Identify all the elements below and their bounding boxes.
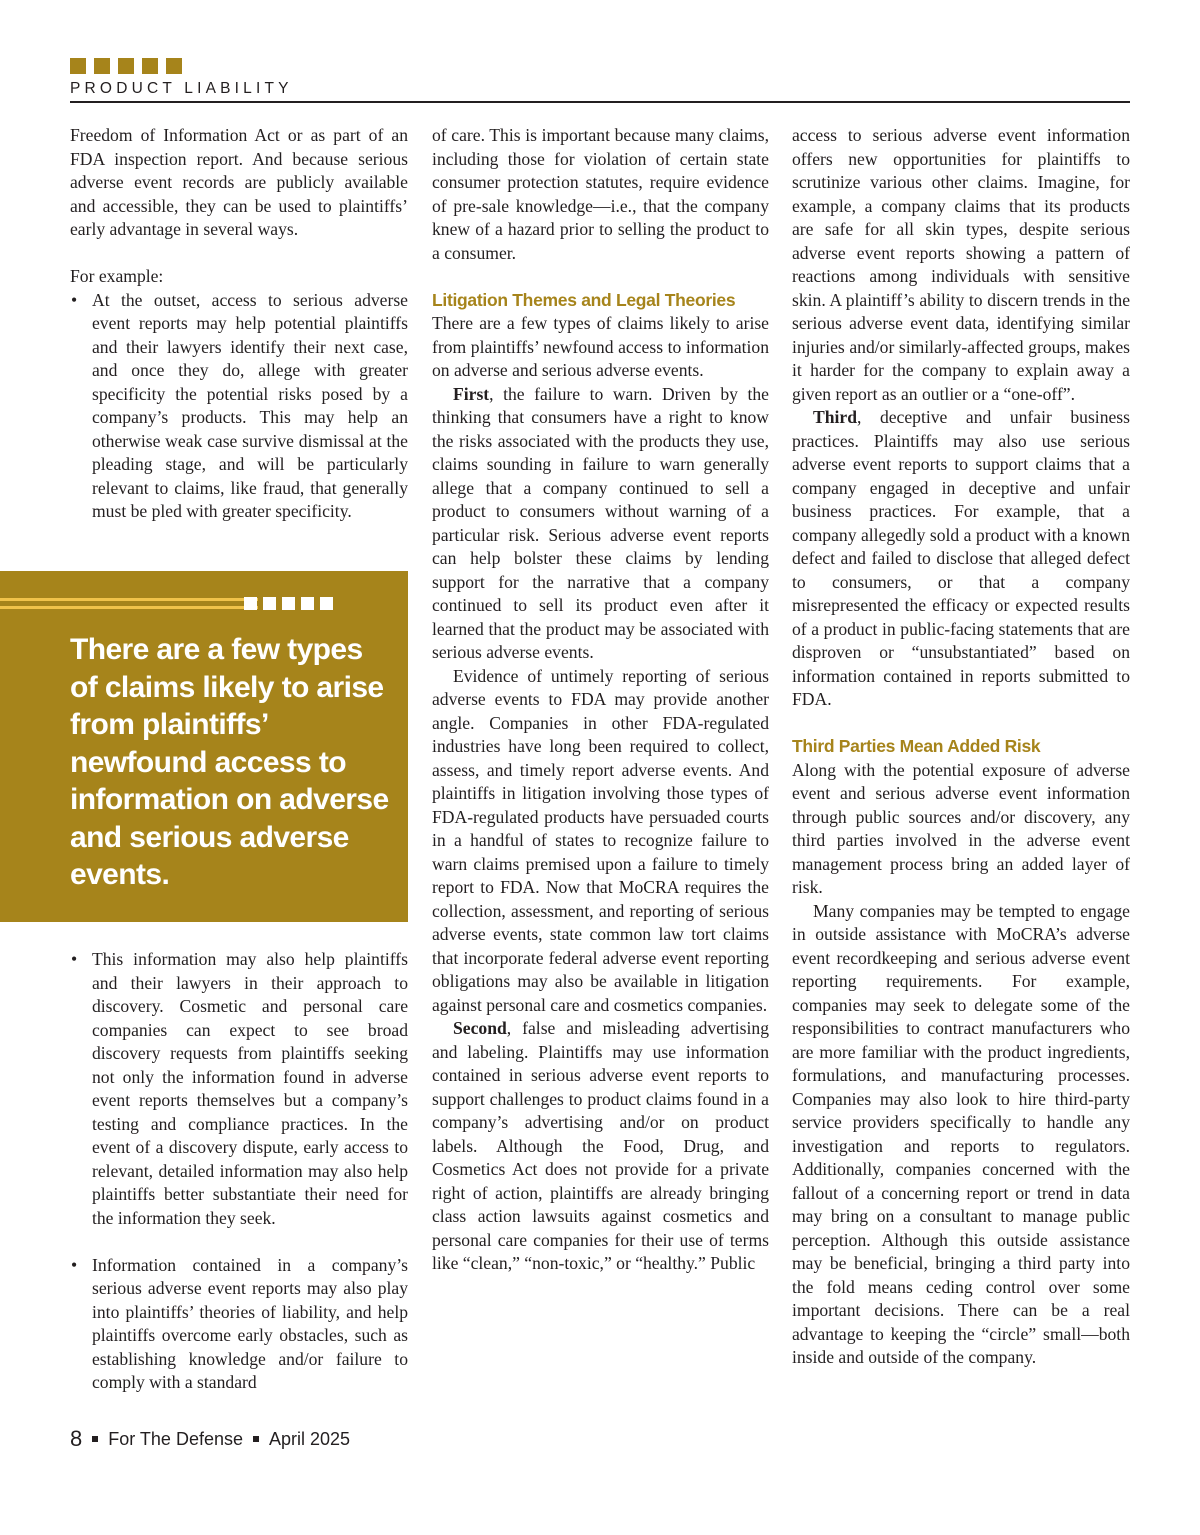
paragraph: First, the failure to warn. Driven by the thinking that consumers have a right to know the risks associated with the products they use, claims sounding in failure to warn generally allege that a company continued to sell a product to consumers without warning of a particular risk. Serious adverse event reports can help bolster these claims by lending support for the narrative that a company continued to sell its product even after it learned that the product may be associated with serious adverse events. <box>432 383 769 662</box>
header-divider <box>70 101 1130 103</box>
list-item: • At the outset, access to serious adverse event reports may help potential plaintiffs and their lawyers identify their next case, and once they do, allege with greater specificity the potential risks posed by a company’s products. This may help an otherwise weak case survive dismissal at the pleading stage, and will be particularly relevant to claims, like fraud, that generally must be pled with greater specificity. <box>70 289 408 524</box>
paragraph: Freedom of Information Act or as part of an FDA inspection report. And because serious adverse event records are publicly available and accessible, they can be used to plaintiffs’ early advantage in several ways. <box>70 125 408 239</box>
lead-word: Second <box>453 1018 507 1038</box>
paragraph: Evidence of untimely reporting of serious adverse events to FDA may provide another angle. Companies in other FDA-regulated industries have long been required to collect, assess, and timely report adverse events. And plaintiffs in litigation involving those types of FDA-regulated products have persuaded courts in a handful of states to recognize failure to warn claims premised upon a failure to timely report to FDA. Now that MoCRA requires the collection, assessment, and reporting of serious adverse events, state common law tort claims that incorporate federal adverse event reporting obligations may also be available in litigation against personal care and cosmetics companies. <box>432 665 769 1015</box>
column-1-lower <box>70 948 408 1395</box>
pull-quote-rule <box>0 598 258 601</box>
header-squares-decoration <box>70 58 182 74</box>
paragraph: Along with the potential exposure of adverse event and serious adverse event information through public sources and/or discovery, any third parties involved in the adverse event management process bring an added layer of risk. <box>792 759 1130 897</box>
pull-quote-squares-decoration <box>244 597 333 610</box>
paragraph: Second, false and misleading advertising and labeling. Plaintiffs may use information contained in serious adverse event reports to support challenges to product claims found in a company’s advertising and/or on product labels. Although the Food, Drug, and Cosmetics Act does not provide for a private right of action, plaintiffs are already bringing class action lawsuits against cosmetics and personal care companies for their use of terms like “clean,” “non-toxic,” or “healthy.” Public <box>432 1018 769 1273</box>
issue-date: April 2025 <box>269 1428 351 1449</box>
publication-name: For The Defense <box>108 1428 243 1449</box>
pull-quote-box <box>0 571 408 922</box>
section-heading: Litigation Themes and Legal Theories <box>432 289 736 310</box>
column-2 <box>432 124 769 1276</box>
bullet-list <box>70 948 408 1395</box>
paragraph: There are a few types of claims likely to arise from plaintiffs’ newfound access to information on adverse and serious adverse events. <box>432 313 769 380</box>
pull-quote-text: There are a few types of claims likely to arise from plaintiffs’ newfound access to information on adverse and serious adverse events. <box>70 633 389 891</box>
page-footer <box>70 1426 350 1452</box>
list-item: • This information may also help plaintiffs and their lawyers in their approach to discovery. Cosmetic and personal care companies can expect to see broad discovery requests from plaintiffs seeking not only the information found in adverse event reports themselves but a company’s testing and compliance practices. In the event of a discovery dispute, early access to relevant, detailed information may also help plaintiffs better substantiate their need for the information they seek. <box>70 948 408 1230</box>
bullet-list <box>70 289 408 524</box>
column-3 <box>792 124 1130 1370</box>
page-number: 8 <box>70 1426 83 1451</box>
paragraph: For example: <box>70 266 164 286</box>
paragraph: Many companies may be tempted to engage in outside assistance with MoCRA’s adverse event recordkeeping and serious adverse event reporting requirements. For example, companies may seek to delegate some of the responsibilities to contract manufacturers who are more familiar with the product ingredients, formulations, and manufacturing processes. Companies may also look to hire third-party service providers specifically to handle any investigation and reports to regulators. Additionally, companies concerned with the fallout of a concerning report or trend in data may bring on a consultant to manage public perception. Although this outside assistance may be beneficial, bringing a third party into the fold means ceding control over some important decisions. There can be a real advantage to keeping the “circle” small—both inside and outside of the company. <box>792 900 1130 1367</box>
separator-square <box>92 1436 98 1442</box>
lead-word: First <box>453 383 490 404</box>
column-1 <box>70 124 408 524</box>
paragraph: Third, deceptive and unfair business practices. Plaintiffs may also use serious adverse event reports to support claims that a company engaged in deceptive and unfair business practices. For example, that a company allegedly sold a product with a known defect and failed to disclose that alleged defect to consumers, or that a company misrepresented the efficacy or expected results of a product in public-facing statements that are disproven or “unsubstantiated” based on information contained in reports submitted to FDA. <box>792 407 1130 709</box>
pull-quote-rule <box>0 606 258 609</box>
section-label: PRODUCT LIABILITY <box>70 80 293 97</box>
paragraph: of care. This is important because many claims, including those for violation of certain state consumer protection statutes, require evidence of pre-sale knowledge—i.e., that the company knew of a hazard prior to selling the product to a consumer. <box>432 125 769 263</box>
paragraph: access to serious adverse event information offers new opportunities for plaintiffs to scrutinize various other claims. Imagine, for example, a company claims that its products are safe for all skin types, despite serious adverse event reports showing a pattern of reactions among individuals with sensitive skin. A plaintiff’s ability to discern trends in the serious adverse event data, identifying similar injuries and/or similarly-affected groups, makes it harder for the company to explain away a given report as an outlier or a “one-off”. <box>792 125 1130 404</box>
separator-square <box>253 1436 259 1442</box>
section-heading: Third Parties Mean Added Risk <box>792 736 1041 756</box>
list-item: • Information contained in a company’s serious adverse event reports may also play into plaintiffs’ theories of liability, and help plaintiffs overcome early obstacles, such as establishing knowledge and/or failure to comply with a standard <box>70 1254 408 1395</box>
lead-word: Third <box>813 407 858 427</box>
